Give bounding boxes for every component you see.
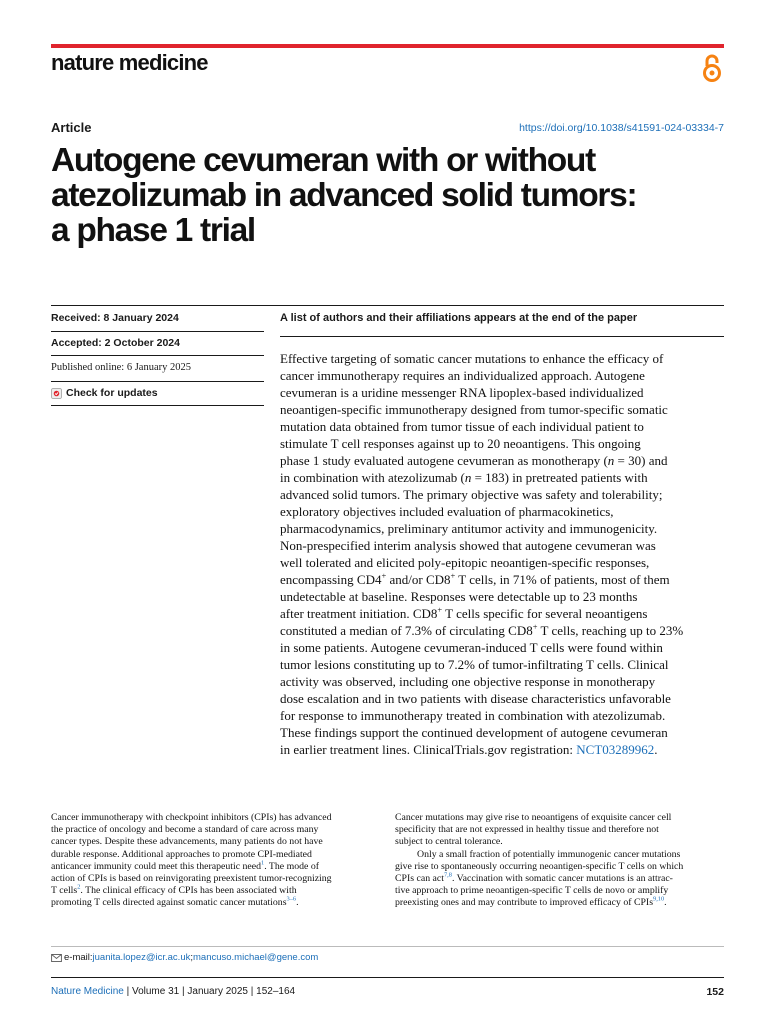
abstract-line	[280, 571, 724, 588]
text-run: T cells specific for several neoantigens	[442, 606, 648, 621]
email-link-mancuso[interactable]: mancuso.michael@gene.com	[193, 952, 319, 963]
footer-citation	[51, 986, 295, 997]
authors-note: A list of authors and their affiliations appears at the end of the paper	[280, 312, 638, 324]
check-for-updates-button[interactable]	[51, 387, 158, 399]
text-run: . The clinical efficacy of CPIs has been associated with	[80, 885, 297, 897]
body-line	[51, 861, 387, 873]
body-line	[395, 897, 731, 909]
body-line: action of CPIs is based on reinvigorating preexistent tumor-recognizing	[51, 873, 332, 885]
reference-link[interactable]: 1	[261, 859, 265, 867]
text-run: . Vaccination with somatic cancer mutations is an attrac-	[451, 873, 673, 885]
text-run: .	[296, 897, 299, 909]
abstract-line: stimulate T cell responses against up to 20 neoantigens. This ongoing	[280, 436, 641, 451]
text-run: constituted a median of 7.3% of circulating CD8	[280, 623, 533, 638]
abstract-line: Effective targeting of somatic cancer mutations to enhance the efficacy of	[280, 351, 664, 366]
reference-link[interactable]: 9,10	[653, 896, 665, 904]
abstract-line: mutation data obtained from tumor tissue of each individual patient to	[280, 419, 644, 434]
journal-name: nature medicine	[51, 50, 208, 75]
body-line	[51, 897, 387, 909]
text-run: promoting T cells directed against somatic cancer mutations	[51, 897, 287, 909]
text-run: = 183) in pretreated patients with	[471, 470, 648, 485]
text-run: . The mode of	[264, 860, 319, 872]
email-label: e-mail:	[64, 952, 93, 963]
accepted-date: Accepted: 2 October 2024	[51, 337, 180, 349]
abstract-line	[280, 605, 724, 622]
body-line: Cancer immunotherapy with checkpoint inhibitors (CPIs) has advanced	[51, 812, 332, 823]
abstract-line: neoantigen-specific immunotherapy designed from tumor-specific somatic	[280, 402, 668, 417]
nct-registration-link[interactable]: NCT03289962	[576, 742, 655, 757]
footer-rule	[51, 977, 724, 978]
meta-divider	[51, 405, 264, 406]
received-date: Received: 8 January 2024	[51, 312, 179, 324]
title-line: a phase 1 trial	[51, 212, 255, 249]
text-run: after treatment initiation. CD8	[280, 606, 438, 621]
abstract-line: tumor lesions constituting up to 7.2% of tumor-infiltrating T cells. Clinical	[280, 657, 669, 672]
meta-divider	[51, 355, 264, 356]
article-type: Article	[51, 120, 92, 135]
body-line	[395, 873, 731, 885]
published-date: Published online: 6 January 2025	[51, 362, 191, 373]
text-run: and/or CD8	[386, 572, 451, 587]
title-line: atezolizumab in advanced solid tumors:	[51, 177, 637, 214]
abstract-line	[280, 741, 724, 758]
abstract-line: These findings support the continued development of autogene cevumeran	[280, 725, 668, 740]
superscript-plus: +	[381, 570, 387, 581]
abstract-line: pharmacodynamics, preliminary antitumor activity and immunogenicity.	[280, 521, 658, 536]
abstract-line: undetectable at baseline. Responses were detectable up to 23 months	[280, 589, 638, 604]
abstract-line: well tolerated and elicited poly-epitopic neoantigen-specific responses,	[280, 555, 650, 570]
footer-details: | Volume 31 | January 2025 | 152–164	[123, 986, 296, 997]
footer-journal-link[interactable]: Nature Medicine	[51, 986, 124, 997]
body-line	[51, 885, 387, 897]
text-run: .	[654, 742, 658, 757]
text-run: .	[664, 897, 667, 909]
abstract-line: activity was observed, including one objective response in monotherapy	[280, 674, 656, 689]
italic-n: n	[464, 470, 472, 485]
body-line: durable response. Additional approaches to promote CPI-mediated	[51, 848, 312, 860]
check-updates-label: Check for updates	[66, 387, 158, 399]
text-run: CPIs can act	[395, 873, 444, 885]
superscript-plus: +	[450, 570, 456, 581]
text-run: T cells, reaching up to 23%	[537, 623, 684, 638]
text-run: T cells, in 71% of patients, most of them	[455, 572, 670, 587]
abstract-line: exploratory objectives included evaluation of pharmacokinetics,	[280, 504, 614, 519]
article-title	[51, 143, 731, 248]
body-column-right	[395, 812, 731, 910]
body-line: tive approach to prime neoantigen-specific T cells de novo or amplify	[395, 885, 669, 897]
body-line: cancer types. Despite these advancements, many patients do not have	[51, 836, 323, 848]
body-line: Cancer mutations may give rise to neoantigens of exquisite cancer cell	[395, 812, 672, 823]
superscript-plus: +	[437, 604, 443, 615]
text-run: phase 1 study evaluated autogene cevumeran as monotherapy (	[280, 453, 608, 468]
top-rule	[51, 305, 724, 306]
text-run: anticancer immunity could meet this therapeutic need	[51, 860, 262, 872]
text-run: preexisting ones and may contribute to improved efficacy of CPIs	[395, 897, 654, 909]
title-line: Autogene cevumeran with or without	[51, 142, 595, 179]
abstract-line	[280, 452, 724, 469]
text-run: in combination with atezolizumab (	[280, 470, 465, 485]
doi-link[interactable]: https://doi.org/10.1038/s41591-024-03334-7	[519, 122, 724, 134]
footnote-rule	[51, 946, 724, 947]
check-updates-icon	[51, 388, 62, 399]
superscript-plus: +	[532, 621, 538, 632]
body-line: the practice of oncology and become a standard of care across many	[51, 824, 319, 836]
abstract-line: cevumeran is a uridine messenger RNA lipoplex-based individualized	[280, 385, 644, 400]
abstract-rule	[280, 336, 724, 337]
abstract-line: advanced solid tumors. The primary objective was safety and tolerability;	[280, 487, 663, 502]
abstract-line	[280, 622, 724, 639]
body-line: specificity that are not expressed in healthy tissue and therefore not	[395, 824, 659, 836]
body-line: subject to central tolerance.	[395, 836, 503, 848]
body-column-left	[51, 812, 387, 910]
email-link-lopez[interactable]: juanita.lopez@icr.ac.uk	[92, 952, 191, 963]
text-run: T cells	[51, 885, 78, 897]
reference-link[interactable]: 3–6	[286, 896, 297, 904]
body-line: Only a small fraction of potentially immunogenic cancer mutations	[417, 848, 681, 860]
contact-line	[51, 952, 318, 963]
body-line: give rise to spontaneously occurring neoantigen-specific T cells on which	[395, 860, 684, 872]
abstract	[280, 350, 724, 758]
header-accent-bar	[51, 44, 724, 48]
email-separator: ;	[190, 952, 193, 963]
abstract-line	[280, 469, 724, 486]
abstract-line: for response to immunotherapy treated in combination with atezolizumab.	[280, 708, 666, 723]
text-run: in earlier treatment lines. ClinicalTrials.gov registration:	[280, 742, 577, 757]
abstract-line: Non-prespecified interim analysis showed that autogene cevumeran was	[280, 538, 656, 553]
mail-icon	[51, 954, 62, 962]
page-number: 152	[706, 986, 724, 998]
italic-n: n	[607, 453, 615, 468]
text-run: = 30) and	[614, 453, 668, 468]
text-run: encompassing CD4	[280, 572, 382, 587]
abstract-line: dose escalation and in two patients with disease characteristics unfavorable	[280, 691, 671, 706]
reference-link[interactable]: 2	[77, 883, 81, 891]
meta-divider	[51, 381, 264, 382]
abstract-line: cancer immunotherapy requires an individualized approach. Autogene	[280, 368, 645, 383]
open-access-icon	[700, 52, 724, 84]
meta-divider	[51, 331, 264, 332]
reference-link[interactable]: 7,8	[443, 871, 452, 879]
abstract-line: in some patients. Autogene cevumeran-induced T cells were found within	[280, 640, 663, 655]
